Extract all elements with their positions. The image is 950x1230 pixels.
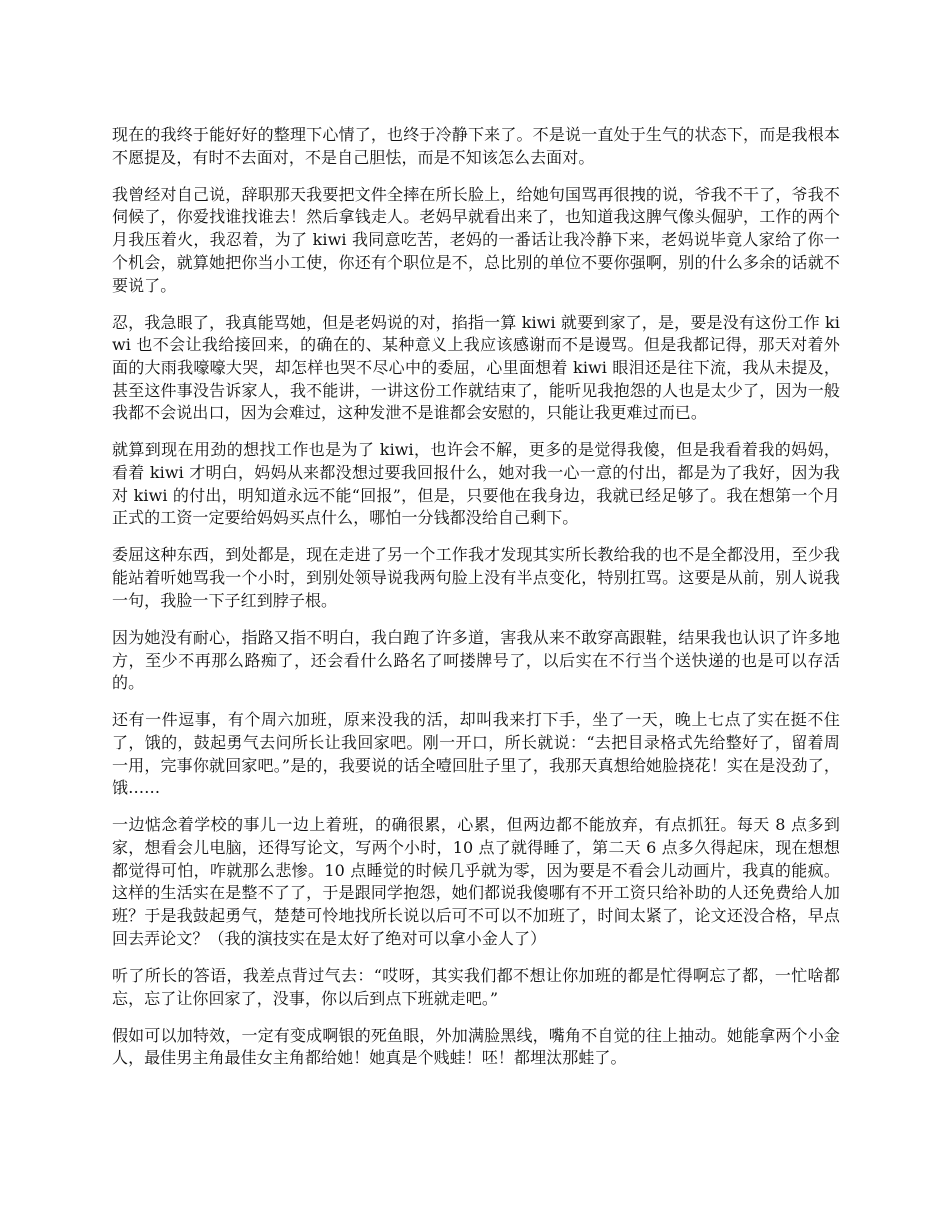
paragraph: 现在的我终于能好好的整理下心情了，也终于冷静下来了。不是说一直处于生气的状态下，而是我根本不愿提及，有时不去面对，不是自己胆怯，而是不知该怎么去面对。: [112, 125, 840, 167]
paragraph: 假如可以加特效，一定有变成啊银的死鱼眼，外加满脸黑线，嘴角不自觉的往上抽动。她能拿两个小金人，最佳男主角最佳女主角都给她！她真是个贱蛙！呸！都埋汰那蛙了。: [112, 1025, 840, 1068]
paragraph: 因为她没有耐心，指路又指不明白，我白跑了许多道，害我从来不敢穿高跟鞋，结果我也认识了许多地方，至少不再那么路痴了，还会看什么路名了呵搂牌号了，以后实在不行当个送快递的也是可以存活的。: [112, 627, 840, 693]
paragraph: 我曾经对自己说，辞职那天我要把文件全摔在所长脸上，给她句国骂再很拽的说，爷我不干了，爷我不伺候了，你爱找谁找谁去！然后拿钱走人。老妈早就看出来了，也知道我这脾气像头倔驴，工作的两个月我压着火，我忍着，为了 kiwi 我同意吃苦，老妈的一番话让我冷静下来，老妈说毕竟人家给了你一个机会，就算她把你当小工使，你还有个职位是不，总比别的单位不要你强啊，别的什么多余的话就不要说了。: [112, 184, 840, 295]
paragraph: 就算到现在用劲的想找工作也是为了 kiwi，也许会不解，更多的是觉得我傻，但是我看着我的妈妈，看着 kiwi 才明白，妈妈从来都没想过要我回报什么，她对我一心一意的付出，都是为了我好，因为我对 kiwi 的付出，明知道永远不能“回报”，但是，只要他在我身边，我就已经足够了。我在想第一个月正式的工资一定要给妈妈买点什么，哪怕一分钱都没给自己剩下。: [112, 440, 840, 528]
paragraph: 忍，我急眼了，我真能骂她，但是老妈说的对，掐指一算 kiwi 就要到家了，是，要是没有这份工作 kiwi 也不会让我给接回来，的确在的、某种意义上我应该感谢而不是谩骂。但是我都记得，那天对着外面的大雨我嚎嚎大哭，却怎样也哭不尽心中的委屈，心里面想着 kiwi 眼泪还是往下流，我从未提及，甚至这件事没告诉家人，我不能讲，一讲这份工作就结束了，能听见我抱怨的人也是太少了，因为一般我都不会说出口，因为会难过，这种发泄不是谁都会安慰的，只能让我更难过而已。: [112, 312, 840, 423]
document-page: [112, 124, 840, 1084]
paragraph: 听了所长的答语，我差点背过气去：“哎呀，其实我们都不想让你加班的都是忙得啊忘了都，一忙啥都忘，忘了让你回家了，没事，你以后到点下班就走吧。”: [112, 965, 840, 1008]
paragraph: 委屈这种东西，到处都是，现在走进了另一个工作我才发现其实所长教给我的也不是全都没用，至少我能站着听她骂我一个小时，到别处领导说我两句脸上没有半点变化，特别扛骂。这要是从前，别人说我一句，我脸一下子红到脖子根。: [112, 545, 840, 610]
paragraph: 还有一件逗事，有个周六加班，原来没我的活，却叫我来打下手，坐了一天，晚上七点了实在挺不住了，饿的，鼓起勇气去问所长让我回家吧。刚一开口，所长就说：“去把目录格式先给整好了，留着周一用，完事你就回家吧。”是的，我要说的话全噎回肚子里了，我那天真想给她脸挠花！实在是没劲了，饿……: [112, 710, 840, 798]
paragraph: 一边惦念着学校的事儿一边上着班，的确很累，心累，但两边都不能放弃，有点抓狂。每天 8 点多到家，想看会儿电脑，还得写论文，写两个小时，10 点了就得睡了，第二天 6 点多久得起床，现在想想都觉得可怕，咋就那么悲惨。10 点睡觉的时候几乎就为零，因为要是不看会儿动画片，我真的能疯。这样的生活实在是整不了了，于是跟同学抱怨，她们都说我傻哪有不开工资只给补助的人还免费给人加班？于是我鼓起勇气，楚楚可怜地找所长说以后可不可以不加班了，时间太紧了，论文还没合格，早点回去弄论文？（我的演技实在是太好了绝对可以拿小金人了）: [112, 815, 840, 948]
